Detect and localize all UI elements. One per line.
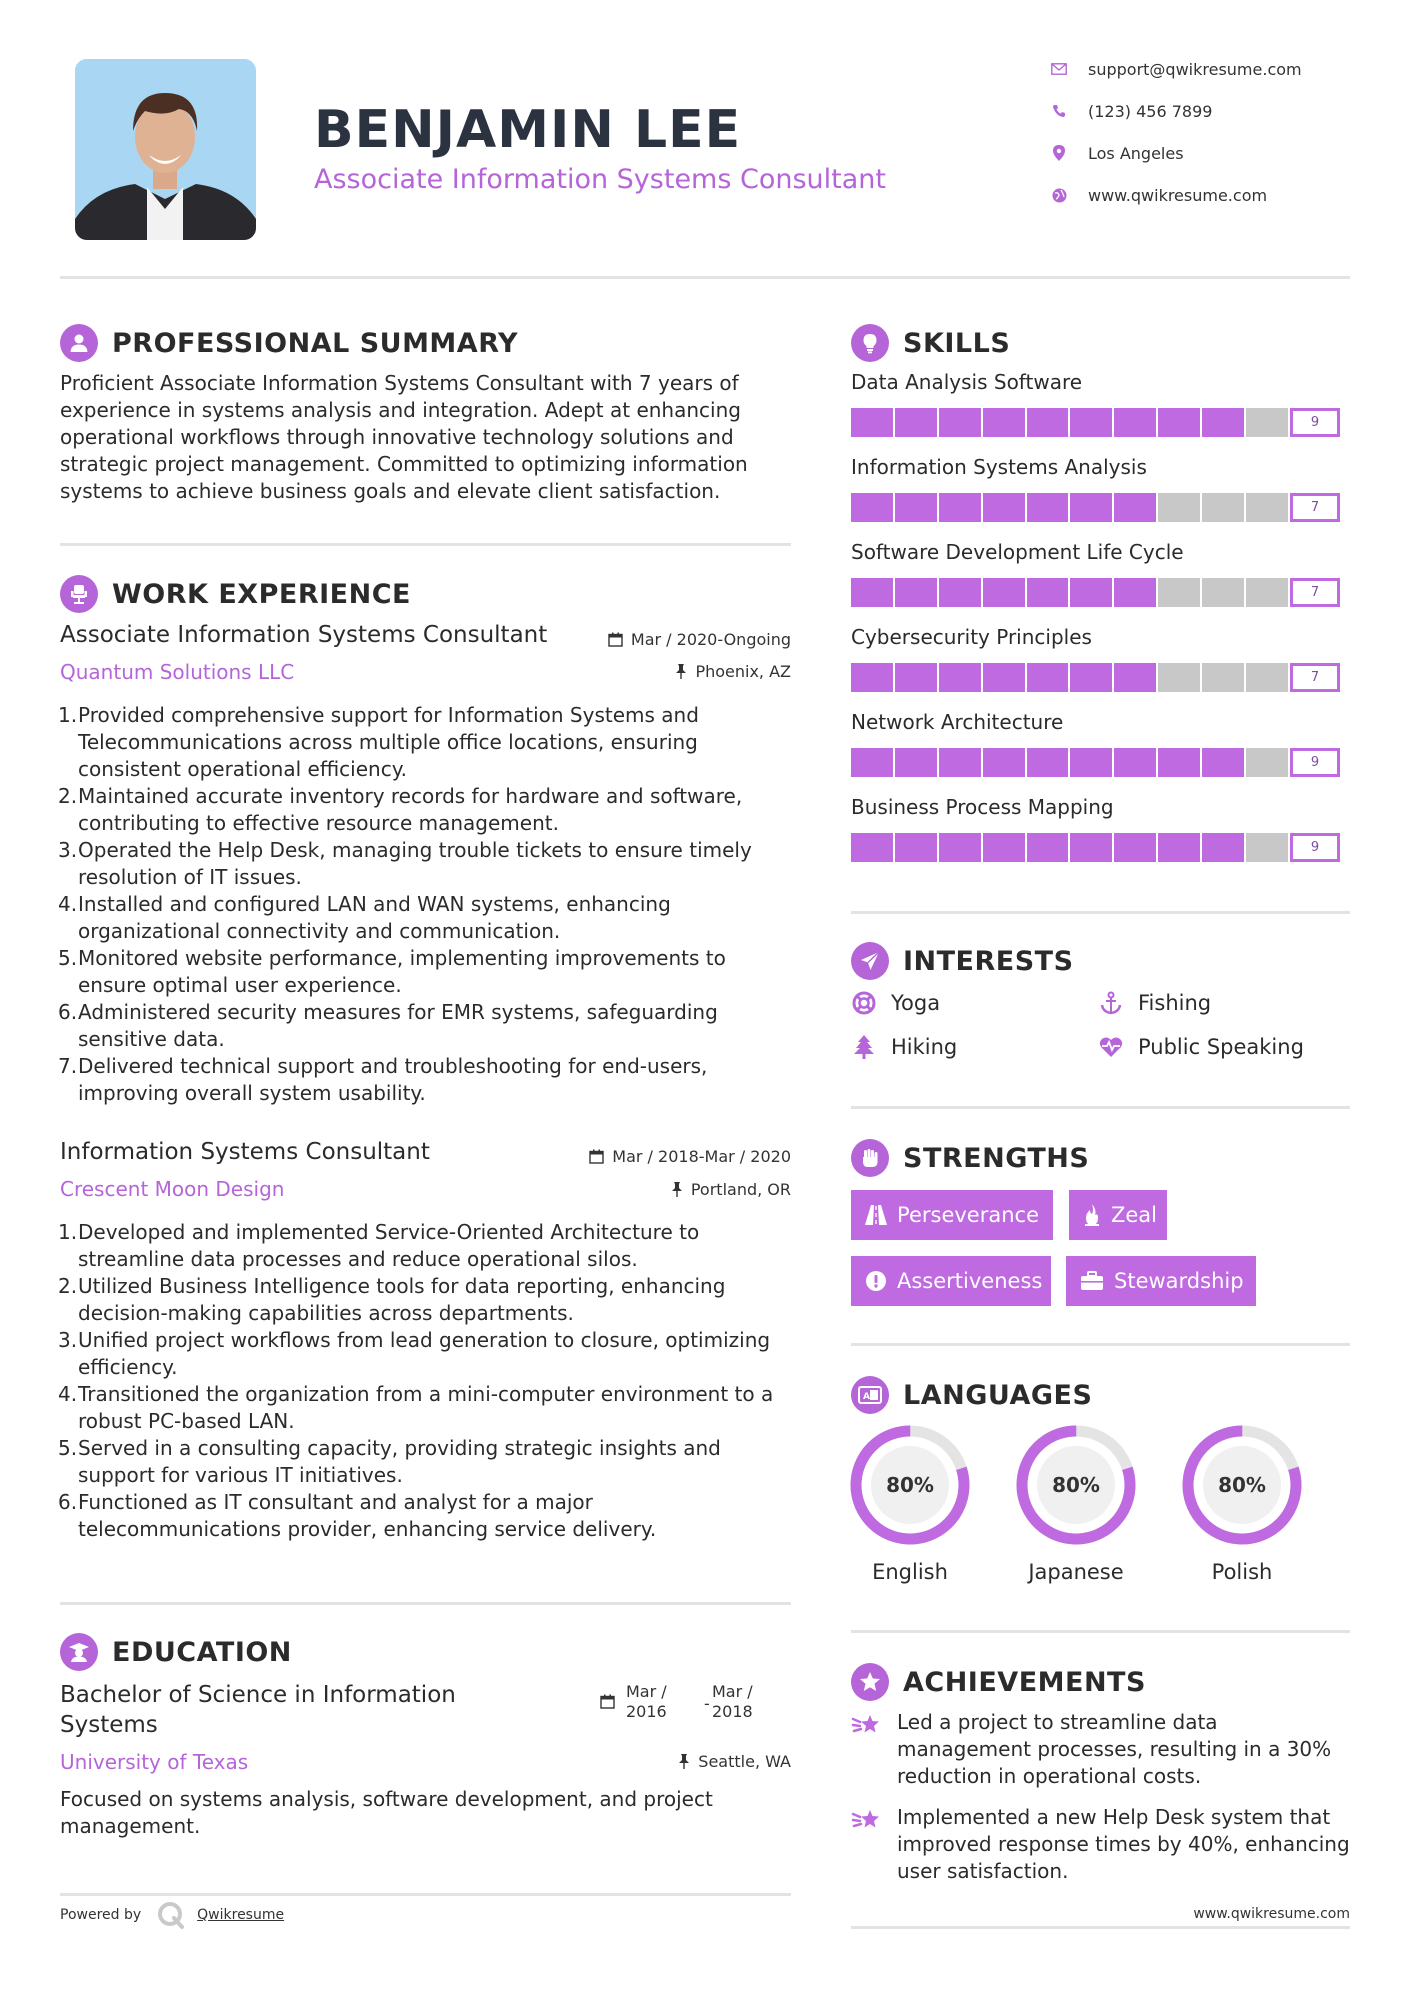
skill-bar-segment <box>1114 833 1158 862</box>
skill-score: 7 <box>1290 578 1340 607</box>
skill-bar-segment <box>939 578 983 607</box>
education-divider <box>60 1893 791 1896</box>
job-company: Quantum Solutions LLC <box>60 660 295 684</box>
language-percent: 80% <box>1052 1473 1100 1497</box>
anchor-icon <box>1098 990 1124 1016</box>
skill-bar <box>851 748 1290 777</box>
strength-tag <box>1066 1256 1256 1306</box>
calendar-icon <box>608 632 623 647</box>
skills-title: SKILLS <box>903 327 1011 359</box>
powered-by <box>60 1897 284 1933</box>
profile-photo <box>75 59 256 240</box>
language-name: English <box>872 1560 948 1584</box>
skill-bar-segment <box>1246 833 1290 862</box>
education-end-date: Mar / 2018 <box>712 1682 753 1721</box>
strengths-divider <box>851 1343 1350 1346</box>
list-item: 1. Developed and implemented Service-Oriented Architecture to streamline data processes and reduce operational silos. <box>58 1220 700 1271</box>
skill-bar-segment <box>939 408 983 437</box>
skill-item <box>851 370 1351 455</box>
pin-icon <box>675 664 687 679</box>
skill-bar-segment <box>983 578 1027 607</box>
strengths-heading <box>851 1138 1089 1178</box>
strength-tag <box>851 1190 1053 1240</box>
language-ring <box>849 1424 971 1550</box>
interest-item <box>851 990 940 1016</box>
list-item: 5. Served in a consulting capacity, providing strategic insights and support for various IT initiatives. <box>58 1436 721 1487</box>
skill-name: Data Analysis Software <box>851 370 1083 394</box>
skill-score: 7 <box>1290 663 1340 692</box>
strength-label: Perseverance <box>897 1203 1039 1227</box>
contact-email-text: support@qwikresume.com <box>1088 59 1302 79</box>
contact-phone-text: (123) 456 7899 <box>1088 101 1213 121</box>
lifebuoy-icon <box>851 990 877 1016</box>
skill-bar-segment <box>851 663 895 692</box>
language-name: Polish <box>1211 1560 1273 1584</box>
list-item: 2. Utilized Business Intelligence tools for data reporting, enhancing decision-making capabilities across departments. <box>58 1274 726 1325</box>
skill-bar-segment <box>1070 748 1114 777</box>
calendar-icon <box>589 1149 604 1164</box>
powered-by-text: Powered by <box>60 1907 142 1923</box>
experience-heading <box>60 574 411 614</box>
skill-bar-segment <box>939 663 983 692</box>
job-company: Crescent Moon Design <box>60 1177 285 1201</box>
skill-bar-segment <box>895 408 939 437</box>
skill-bar-segment <box>1246 663 1290 692</box>
calendar-icon <box>600 1694 615 1709</box>
graduate-icon <box>60 1633 98 1671</box>
skill-bar-segment <box>1027 833 1070 862</box>
chair-icon <box>60 575 98 613</box>
skill-bar-segment <box>1027 578 1070 607</box>
skill-name: Information Systems Analysis <box>851 455 1147 479</box>
skill-bar-segment <box>1027 663 1070 692</box>
list-item: 5. Monitored website performance, implementing improvements to ensure optimal user experience. <box>58 946 726 997</box>
skill-bar-segment <box>1070 408 1114 437</box>
skills-heading <box>851 323 1010 363</box>
star-badge-icon <box>851 1663 889 1701</box>
job-location-text: Phoenix, AZ <box>695 662 791 681</box>
skill-bar <box>851 493 1290 522</box>
qwikresume-logo-icon <box>157 1901 185 1929</box>
skill-bar-segment <box>1202 833 1246 862</box>
candidate-role: Associate Information Systems Consultant <box>314 164 886 195</box>
skill-bar-segment <box>1158 833 1202 862</box>
degree-title: Bachelor of Science in Information Systems <box>60 1682 456 1738</box>
skill-bar-segment <box>939 833 983 862</box>
strength-tag <box>1069 1190 1167 1240</box>
skill-bar-segment <box>851 493 895 522</box>
skill-bar-segment <box>1027 748 1070 777</box>
exclamation-circle-icon <box>865 1269 887 1293</box>
skill-bar-segment <box>983 493 1027 522</box>
experience-title: WORK EXPERIENCE <box>112 578 411 610</box>
skill-bar-segment <box>895 748 939 777</box>
skill-score: 7 <box>1290 493 1340 522</box>
education-dates <box>600 1682 800 1722</box>
achievement-item <box>851 1709 1351 1790</box>
shooting-star-icon <box>851 1804 883 1836</box>
interests-divider <box>851 1106 1350 1109</box>
skill-item <box>851 455 1351 540</box>
skill-bar-segment <box>1202 493 1246 522</box>
job-location <box>560 1180 791 1199</box>
candidate-name: BENJAMIN LEE <box>314 100 742 160</box>
skill-bar-segment <box>1070 833 1114 862</box>
skill-bar-segment <box>1114 493 1158 522</box>
interests-title: INTERESTS <box>903 945 1074 977</box>
skill-bar-segment <box>983 663 1027 692</box>
summary-heading <box>60 323 518 363</box>
list-item: 6. Administered security measures for EMR systems, safeguarding sensitive data. <box>58 1000 718 1051</box>
skill-bar <box>851 578 1290 607</box>
footer-website[interactable]: www.qwikresume.com <box>1193 1906 1350 1922</box>
skill-name: Cybersecurity Principles <box>851 625 1092 649</box>
education-heading <box>60 1632 292 1672</box>
strength-label: Stewardship <box>1114 1269 1244 1293</box>
languages-divider <box>851 1630 1350 1633</box>
skill-bar-row <box>851 493 1351 522</box>
summary-text: Proficient Associate Information Systems Consultant with 7 years of experience in systems analysis and integration. Adept at enhancing operational workflows through innovative technology solutions and strategic project management. Committed to optimizing information systems to achieve business goals and elevate client satisfaction. <box>60 371 748 503</box>
contact-phone[interactable] <box>1050 99 1212 123</box>
skill-bar-segment <box>851 748 895 777</box>
location-icon <box>1050 144 1068 162</box>
achievement-item <box>851 1804 1351 1885</box>
skill-bar-segment <box>1027 493 1070 522</box>
skill-bar-segment <box>939 493 983 522</box>
job-location <box>560 662 791 681</box>
skill-bar-segment <box>983 748 1027 777</box>
contact-location-text: Los Angeles <box>1088 143 1184 163</box>
pin-icon <box>678 1754 690 1769</box>
list-item: 6. Functioned as IT consultant and analyst for a major telecommunications provider, enhancing service delivery. <box>58 1490 657 1541</box>
skill-bar-segment <box>1246 493 1290 522</box>
skill-bar-segment <box>1158 663 1202 692</box>
skill-bar-segment <box>1246 748 1290 777</box>
skill-bar <box>851 408 1290 437</box>
language-ring <box>1015 1424 1137 1550</box>
interest-item <box>1098 1034 1304 1060</box>
briefcase-icon <box>1080 1269 1104 1293</box>
skill-bar-segment <box>895 578 939 607</box>
education-location <box>560 1752 791 1771</box>
skill-bar-segment <box>1158 408 1202 437</box>
contact-website[interactable] <box>1050 183 1267 207</box>
list-item: 1. Provided comprehensive support for Information Systems and Telecommunications across multiple office locations, ensuring consistent operational efficiency. <box>58 703 699 781</box>
strength-label: Assertiveness <box>897 1269 1043 1293</box>
list-item: 3. Unified project workflows from lead generation to closure, optimizing efficiency. <box>58 1328 771 1379</box>
skill-bar-segment <box>1202 663 1246 692</box>
interest-label: Hiking <box>891 1035 958 1059</box>
job-dates <box>540 1147 791 1166</box>
skill-item <box>851 795 1351 880</box>
strengths-title: STRENGTHS <box>903 1142 1090 1174</box>
road-icon <box>865 1203 887 1227</box>
summary-title: PROFESSIONAL SUMMARY <box>112 327 519 359</box>
education-title: EDUCATION <box>112 1636 292 1668</box>
language-percent: 80% <box>886 1473 934 1497</box>
interests-heading <box>851 941 1074 981</box>
heartbeat-icon <box>1098 1034 1124 1060</box>
skill-bar-segment <box>1114 748 1158 777</box>
skill-bar-segment <box>851 833 895 862</box>
skill-bar-segment <box>983 408 1027 437</box>
achievements-heading <box>851 1662 1146 1702</box>
list-item: 4. Transitioned the organization from a mini-computer environment to a robust PC-based LAN. <box>58 1382 774 1433</box>
job-bullets <box>60 1219 800 1543</box>
interest-item <box>851 1034 957 1060</box>
job-title: Information Systems Consultant <box>60 1139 430 1165</box>
contact-email[interactable] <box>1050 57 1302 81</box>
pin-icon <box>671 1182 683 1197</box>
skill-bar-segment <box>1246 408 1290 437</box>
qwikresume-link[interactable]: Qwikresume <box>197 1907 285 1923</box>
skill-bar <box>851 833 1290 862</box>
shooting-star-icon <box>851 1709 883 1741</box>
skill-bar-segment <box>1202 578 1246 607</box>
header-divider <box>60 276 1350 279</box>
skill-bar-segment <box>895 663 939 692</box>
strength-tag <box>851 1256 1051 1306</box>
skill-bar <box>851 663 1290 692</box>
language-icon <box>851 1376 889 1414</box>
achievement-text: Led a project to streamline data management processes, resulting in a 30% reduction in operational costs. <box>897 1710 1332 1788</box>
skill-bar-segment <box>1246 578 1290 607</box>
skill-bar-segment <box>983 833 1027 862</box>
skill-bar-segment <box>1114 663 1158 692</box>
skill-bar-row <box>851 833 1351 862</box>
skill-bar-segment <box>1027 408 1070 437</box>
footer-divider <box>851 1926 1350 1929</box>
contact-location <box>1050 141 1184 165</box>
skill-bar-row <box>851 408 1351 437</box>
interest-label: Yoga <box>891 991 941 1015</box>
job-dates-text: Mar / 2018-Mar / 2020 <box>612 1147 791 1166</box>
skill-bar-segment <box>895 493 939 522</box>
skill-bar-segment <box>1158 578 1202 607</box>
language-name: Japanese <box>1028 1560 1124 1584</box>
job-bullets <box>60 702 800 1107</box>
skill-name: Business Process Mapping <box>851 795 1114 819</box>
languages-heading <box>851 1375 1092 1415</box>
interest-label: Fishing <box>1138 991 1212 1015</box>
skill-bar-segment <box>1070 493 1114 522</box>
education-school: University of Texas <box>60 1750 249 1774</box>
strength-label: Zeal <box>1111 1203 1158 1227</box>
svg-text:A: A <box>863 1392 870 1402</box>
skill-score: 9 <box>1290 748 1340 777</box>
skill-bar-segment <box>1158 748 1202 777</box>
mail-icon <box>1050 60 1068 78</box>
skill-score: 9 <box>1290 408 1340 437</box>
job-location-text: Portland, OR <box>690 1180 791 1199</box>
education-description: Focused on systems analysis, software development, and project management. <box>60 1787 713 1838</box>
list-item: 2. Maintained accurate inventory records for hardware and software, contributing to effective resource management. <box>58 784 743 835</box>
skill-bar-segment <box>895 833 939 862</box>
skill-bar-segment <box>1202 408 1246 437</box>
user-icon <box>60 324 98 362</box>
education-date-dash: - <box>704 1694 710 1713</box>
skill-bar-segment <box>1070 578 1114 607</box>
skill-bar-segment <box>1158 493 1202 522</box>
job-dates <box>560 630 791 649</box>
skill-item <box>851 710 1351 795</box>
education-location-text: Seattle, WA <box>698 1752 791 1771</box>
summary-divider <box>60 543 791 546</box>
skill-bar-row <box>851 748 1351 777</box>
skill-bar-segment <box>1114 408 1158 437</box>
skill-bar-row <box>851 663 1351 692</box>
language-ring <box>1181 1424 1303 1550</box>
fist-icon <box>851 1139 889 1177</box>
skills-list <box>851 370 1351 880</box>
languages-title: LANGUAGES <box>903 1379 1093 1411</box>
skill-bar-row <box>851 578 1351 607</box>
skill-score: 9 <box>1290 833 1340 862</box>
interest-item <box>1098 990 1211 1016</box>
skill-bar-segment <box>851 578 895 607</box>
skill-name: Software Development Life Cycle <box>851 540 1184 564</box>
paper-plane-icon <box>851 942 889 980</box>
contact-website-text: www.qwikresume.com <box>1088 185 1268 205</box>
skill-name: Network Architecture <box>851 710 1064 734</box>
phone-icon <box>1050 102 1068 120</box>
achievement-text: Implemented a new Help Desk system that improved response times by 40%, enhancing user satisfaction. <box>897 1805 1350 1883</box>
achievements-title: ACHIEVEMENTS <box>903 1666 1146 1698</box>
list-item: 4. Installed and configured LAN and WAN systems, enhancing organizational connectivity and communication. <box>58 892 671 943</box>
education-start-date: Mar / 2016 <box>626 1682 667 1721</box>
skill-item <box>851 625 1351 710</box>
globe-icon <box>1050 186 1068 204</box>
list-item: 3. Operated the Help Desk, managing trouble tickets to ensure timely resolution of IT issues. <box>58 838 752 889</box>
fire-extinguisher-icon <box>1083 1203 1101 1227</box>
language-percent: 80% <box>1218 1473 1266 1497</box>
skill-bar-segment <box>939 748 983 777</box>
list-item: 7. Delivered technical support and troubleshooting for end-users, improving overall system usability. <box>58 1054 708 1105</box>
skill-bar-segment <box>1070 663 1114 692</box>
experience-divider <box>60 1602 791 1605</box>
job-title: Associate Information Systems Consultant <box>60 622 548 648</box>
skills-divider <box>851 911 1350 914</box>
skill-bar-segment <box>1202 748 1246 777</box>
skill-item <box>851 540 1351 625</box>
tree-icon <box>851 1034 877 1060</box>
lightbulb-icon <box>851 324 889 362</box>
interest-label: Public Speaking <box>1138 1035 1304 1059</box>
skill-bar-segment <box>1114 578 1158 607</box>
job-dates-text: Mar / 2020-Ongoing <box>630 630 791 649</box>
skill-bar-segment <box>851 408 895 437</box>
